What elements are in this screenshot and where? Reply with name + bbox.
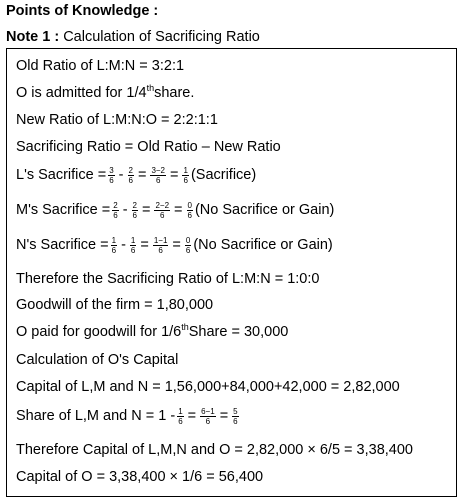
fraction [200, 407, 216, 426]
numerator: 0 [187, 200, 192, 210]
denominator: 6 [132, 210, 137, 220]
denominator: 6 [183, 175, 188, 185]
fraction [132, 201, 138, 220]
fraction [154, 201, 170, 220]
n-sacrifice-label: N's Sacrifice = [16, 237, 109, 253]
numerator: 3 [109, 165, 114, 175]
page-heading: Points of Knowledge : [6, 3, 159, 19]
equals-sign: = [187, 408, 197, 424]
old-ratio-line: Old Ratio of L:M:N = 3:2:1 [16, 58, 185, 74]
numerator: 1 [183, 165, 188, 175]
equals-sign: = [140, 237, 149, 253]
n-sacrifice-tail: (No Sacrifice or Gain) [193, 237, 333, 253]
note-text: Calculation of Sacrificing Ratio [63, 29, 260, 45]
denominator: 6 [111, 245, 117, 255]
share-lmn-line [16, 405, 241, 427]
equals-sign: = [170, 167, 179, 183]
fraction [182, 166, 188, 185]
fraction [153, 236, 169, 255]
therefore-capital-line: Therefore Capital of L,M,N and O = 2,82,000 × 6/5 = 3,38,400 [16, 442, 413, 458]
numerator: 0 [185, 235, 191, 245]
m-sacrifice-label: M's Sacrifice = [16, 202, 111, 218]
new-ratio-line: New Ratio of L:M:N:O = 2:2:1:1 [16, 112, 218, 128]
fraction [130, 236, 136, 255]
numerator: 3−2 [151, 165, 166, 175]
l-sacrifice-tail: (Sacrifice) [190, 167, 257, 183]
sacrificing-formula-line: Sacrificing Ratio = Old Ratio – New Ratio [16, 139, 281, 155]
numerator: 1 [178, 406, 183, 416]
equals-sign: = [137, 167, 147, 183]
l-sacrifice-label: L's Sacrifice = [16, 167, 107, 183]
minus-sign: - [118, 167, 124, 183]
fraction [112, 201, 118, 220]
minus-sign: - [121, 237, 126, 253]
l-sacrifice-line [16, 164, 256, 186]
share-lmn-label: Share of L,M and N = 1 - [16, 408, 176, 424]
goodwill-line: Goodwill of the firm = 1,80,000 [16, 297, 214, 313]
n-sacrifice-line [16, 234, 333, 256]
therefore-sacrificing-line: Therefore the Sacrificing Ratio of L:M:N = 1:0:0 [16, 271, 320, 287]
denominator: 6 [130, 245, 136, 255]
fraction [108, 166, 114, 185]
note-label: Note 1 : [6, 29, 60, 45]
calculation-box [6, 48, 457, 497]
denominator: 6 [187, 210, 192, 220]
fraction [128, 166, 134, 185]
fraction [111, 236, 117, 255]
denominator: 6 [185, 245, 191, 255]
goodwill-paid-tail: Share = 30,000 [188, 324, 289, 340]
fraction [177, 407, 183, 426]
numerator: 2 [132, 200, 137, 210]
goodwill-paid-line: O paid for goodwill for 1/6 $^{th}$ Share = 30,000 [16, 322, 289, 340]
denominator: 6 [205, 416, 211, 426]
admission-line: O is admitted for 1/4 $^{th}$ share. [16, 83, 195, 101]
admission-text: O is admitted for 1/4 [16, 85, 147, 101]
equals-sign: = [141, 202, 151, 218]
denominator: 6 [158, 245, 163, 255]
numerator: 5 [233, 406, 238, 416]
denominator: 6 [156, 175, 161, 185]
denominator: 6 [109, 175, 114, 185]
goodwill-paid-text: O paid for goodwill for 1/6 [16, 324, 182, 340]
fraction [232, 407, 238, 426]
denominator: 6 [113, 210, 118, 220]
equals-sign: = [219, 408, 229, 424]
calc-capital-line: Calculation of O's Capital [16, 352, 179, 368]
denominator: 6 [160, 210, 165, 220]
fraction [187, 201, 193, 220]
fraction [150, 166, 166, 185]
denominator: 6 [233, 416, 238, 426]
admission-tail: share. [154, 85, 195, 101]
numerator: 2 [113, 200, 118, 210]
equals-sign: = [174, 202, 183, 218]
minus-sign: - [122, 202, 128, 218]
m-sacrifice-line [16, 199, 334, 221]
fraction [185, 236, 191, 255]
numerator: 2−2 [155, 200, 170, 210]
denominator: 6 [128, 175, 133, 185]
numerator: 1 [130, 235, 136, 245]
numerator: 1−1 [153, 235, 168, 245]
numerator: 1 [111, 235, 117, 245]
equals-sign: = [172, 237, 181, 253]
numerator: 2 [128, 165, 133, 175]
denominator: 6 [178, 416, 183, 426]
capital-o-line: Capital of O = 3,38,400 × 1/6 = 56,400 [16, 469, 264, 485]
numerator: 6−1 [201, 406, 215, 416]
note-title [6, 29, 260, 45]
m-sacrifice-tail: (No Sacrifice or Gain) [194, 202, 335, 218]
capital-lmn-line: Capital of L,M and N = 1,56,000+84,000+42,000 = 2,82,000 [16, 379, 400, 395]
